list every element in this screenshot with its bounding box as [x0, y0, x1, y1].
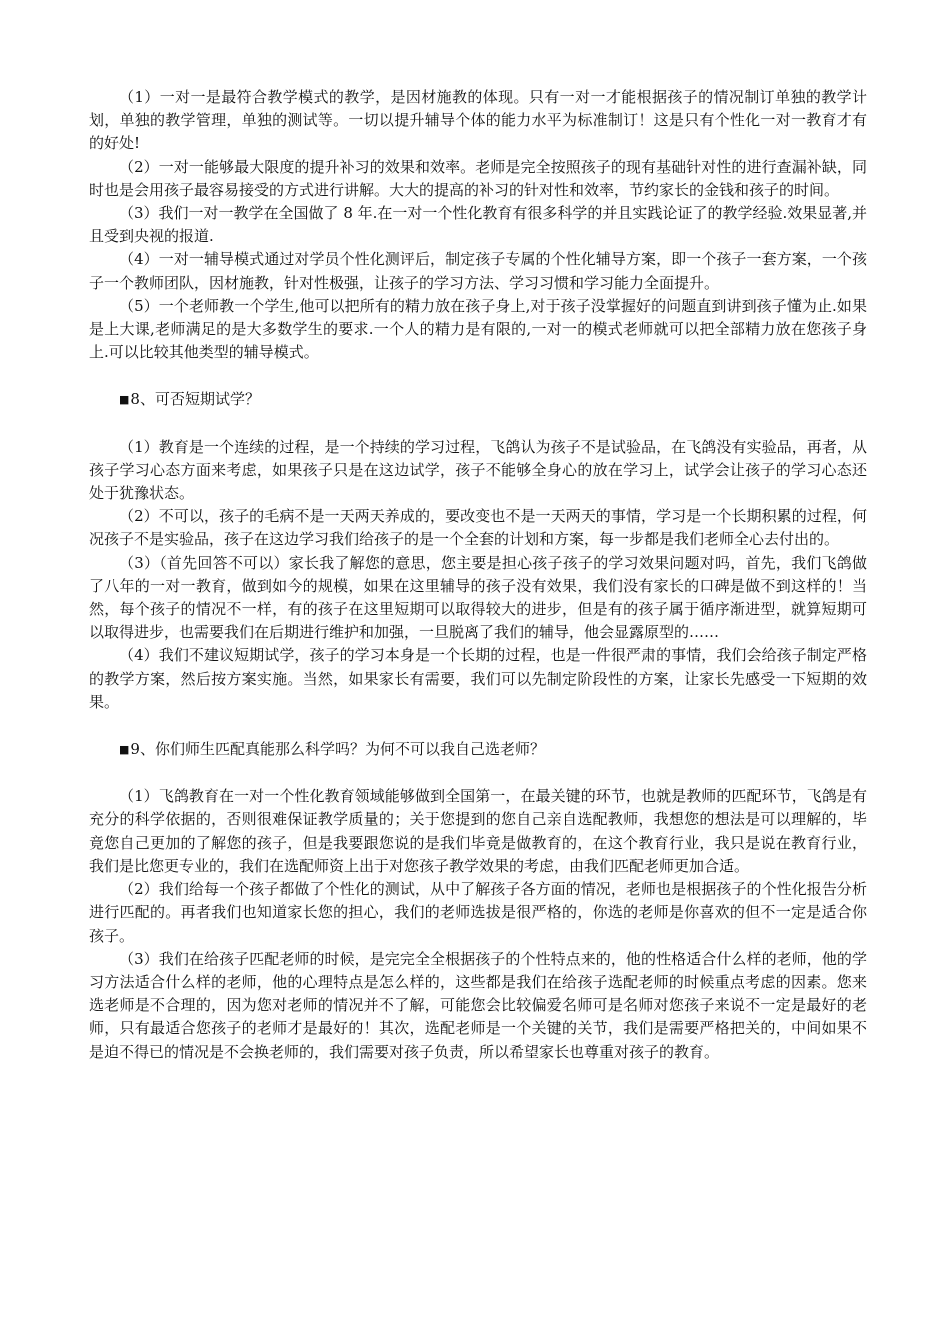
section-9-body	[89, 785, 867, 1063]
intro-paragraph-3: （3）我们一对一教学在全国做了 8 年.在一对一个性化教育有很多科学的并且实践论证了的教学经验.效果显著,并且受到央视的报道.	[89, 204, 867, 246]
intro-paragraph-2: （2）一对一能够最大限度的提升补习的效果和效率。老师是完全按照孩子的现有基础针对性的进行查漏补缺，同时也是会用孩子最容易接受的方式进行讲解。大大的提高的补习的针对性和效率，节约家长的金钱和孩子的时间。	[89, 157, 867, 199]
intro-paragraph-5: （5）一个老师教一个学生,他可以把所有的精力放在孩子身上,对于孩子没掌握好的问题直到讲到孩子懂为止.如果是上大课,老师满足的是大多数学生的要求.一个人的精力是有限的,一对一的模式老师就可以把全部精力放在您孩子身上.可以比较其他类型的辅导模式。	[89, 296, 867, 362]
intro-section	[89, 86, 867, 364]
section-9-paragraph-3: （3）我们在给孩子匹配老师的时候，是完完全全根据孩子的个性特点来的，他的性格适合什么样的老师，他的学习方法适合什么样的老师，他的心理特点是怎么样的，这些都是我们在给孩子选配老师的时候重点考虑的因素。您来选老师是不合理的，因为您对老师的情况并不了解，可能您会比较偏爱名师可是名师对您孩子来说不一定是最好的老师，只有最适合您孩子的老师才是最好的！其次，选配老师是一个关键的关节，我们是需要严格把关的，中间如果不是迫不得已的情况是不会换老师的，我们需要对孩子负责，所以希望家长也尊重对孩子的教育。	[89, 949, 867, 1061]
document-page	[89, 86, 867, 1064]
intro-paragraph-1: （1）一对一是最符合教学模式的教学，是因材施教的体现。只有一对一才能根据孩子的情况制订单独的教学计划，单独的教学管理，单独的测试等。一切以提升辅导个体的能力水平为标准制订！这是只有个性化一对一教育才有的好处!	[89, 88, 867, 153]
section-8-title: 8、可否短期试学？	[130, 390, 260, 409]
section-8-heading	[89, 388, 867, 411]
section-8-body	[89, 436, 867, 714]
section-8-paragraph-3: （3）（首先回答不可以）家长我了解您的意思，您主要是担心孩子孩子的学习效果问题对吗，首先，我们飞鸽做了八年的一对一教育，做到如今的规模，如果在这里辅导的孩子没有效果，我们没有家长的口碑是做不到这样的！当然，每个孩子的情况不一样，有的孩子在这里短期可以取得较大的进步，但是有的孩子属于循序渐进型，就算短期可以取得进步，也需要我们在后期进行维护和加强，一旦脱离了我们的辅导，他会显露原型的……	[89, 553, 867, 642]
square-bullet-icon: ■	[119, 743, 130, 757]
section-8-paragraph-4: （4）我们不建议短期试学，孩子的学习本身是一个长期的过程，也是一件很严肃的事情，我们会给孩子制定严格的教学方案，然后按方案实施。当然，如果家长有需要，我们可以先制定阶段性的方案，让家长先感受一下短期的效果。	[89, 646, 867, 711]
section-9-title: 9、你们师生匹配真能那么科学吗？为何不可以我自己选老师？	[130, 740, 545, 759]
intro-paragraph-4: （4）一对一辅导模式通过对学员个性化测评后，制定孩子专属的个性化辅导方案，即一个孩子一套方案，一个孩子一个教师团队，因材施教，针对性极强，让孩子的学习方法、学习习惯和学习能力全面提升。	[89, 250, 867, 292]
section-9-heading	[89, 738, 867, 761]
section-8-paragraph-1: （1）教育是一个连续的过程，是一个持续的学习过程，飞鸽认为孩子不是试验品，在飞鸽没有实验品，再者，从孩子学习心态方面来考虑，如果孩子只是在这边试学，孩子不能够全身心的放在学习上，试学会让孩子的学习心态还处于犹豫状态。	[89, 437, 867, 503]
square-bullet-icon: ■	[119, 393, 130, 407]
section-9-paragraph-2: （2）我们给每一个孩子都做了个性化的测试，从中了解孩子各方面的情况，老师也是根据孩子的个性化报告分析进行匹配的。再者我们也知道家长您的担心，我们的老师选拔是很严格的，你选的老师是你喜欢的但不一定是适合你孩子。	[89, 880, 867, 945]
section-8-paragraph-2: （2）不可以，孩子的毛病不是一天两天养成的，要改变也不是一天两天的事情，学习是一个长期积累的过程，何况孩子不是实验品，孩子在这边学习我们给孩子的是一个全套的计划和方案，每一步都是我们老师全心去付出的。	[89, 507, 867, 549]
section-9-paragraph-1: （1）飞鸽教育在一对一个性化教育领域能够做到全国第一，在最关键的环节，也就是教师的匹配环节，飞鸽是有充分的科学依据的，否则很难保证教学质量的；关于您提到的您自己亲自选配教师，我想您的想法是可以理解的，毕竟您自己更加的了解您的孩子，但是我要跟您说的是我们毕竟是做教育的，在这个教育行业，我只是说在教育行业，我们是比您更专业的，我们在选配师资上出于对您孩子教学效果的考虑，由我们匹配老师更加合适。	[89, 787, 867, 875]
